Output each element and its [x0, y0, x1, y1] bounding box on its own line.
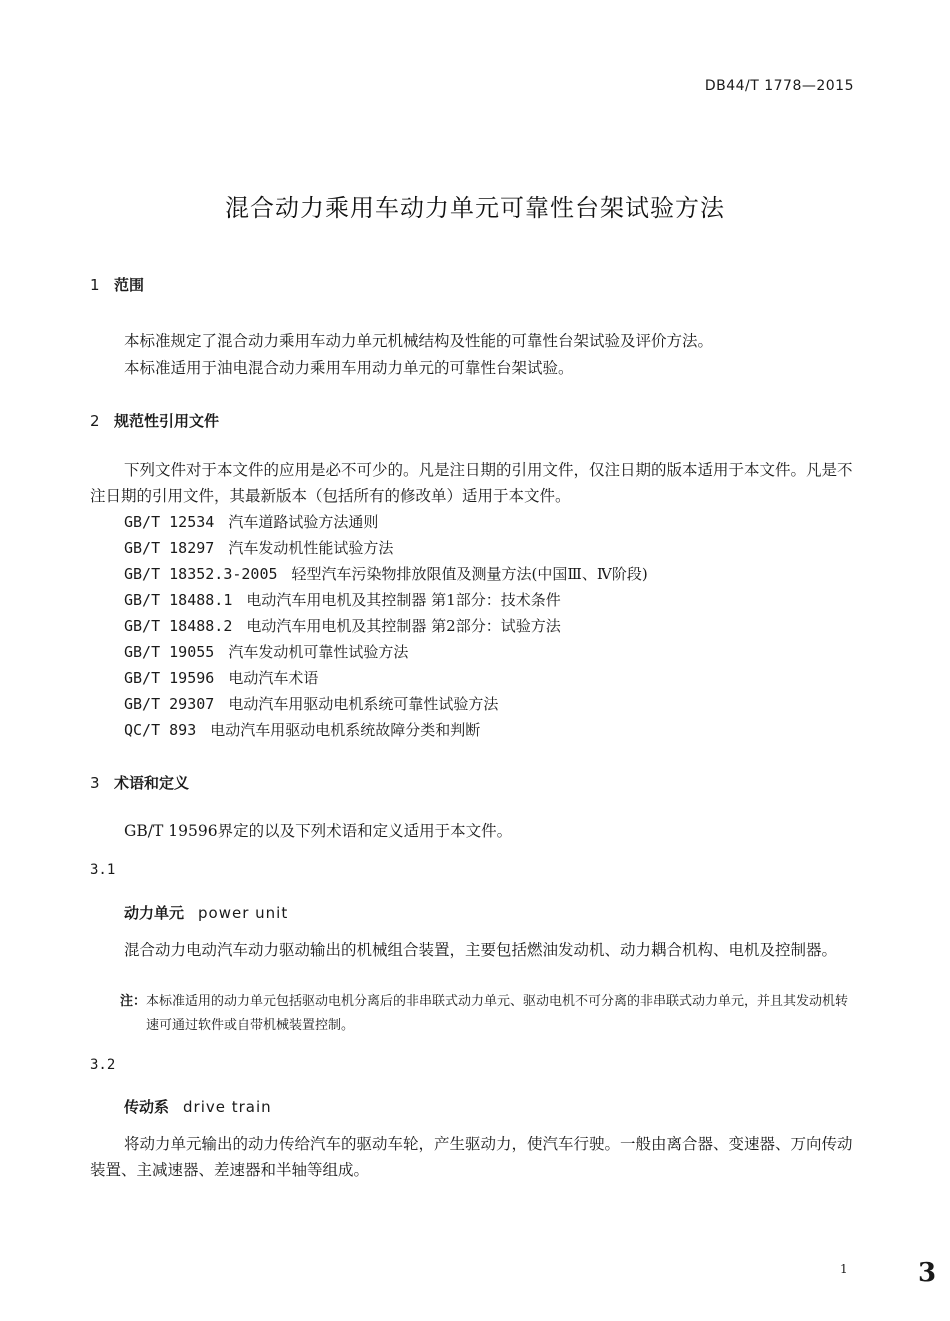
- reference-code: QC/T 893: [124, 721, 197, 739]
- section-3-intro: GB/T 19596界定的以及下列术语和定义适用于本文件。: [124, 822, 513, 840]
- reference-code: GB/T 19596: [124, 669, 215, 687]
- section-1-paragraph: 本标准规定了混合动力乘用车动力单元机械结构及性能的可靠性台架试验及评价方法。: [124, 332, 714, 350]
- reference-code: GB/T 18297: [124, 539, 215, 557]
- term-entry: [124, 902, 288, 923]
- term-note: [120, 990, 858, 1038]
- section-title: 术语和定义: [114, 774, 190, 792]
- reference-item: [124, 693, 498, 714]
- document-code: DB44/T 1778—2015: [704, 78, 854, 94]
- reference-item: [124, 719, 480, 740]
- section-2-heading: [90, 410, 219, 431]
- page-mark: 3: [918, 1258, 937, 1288]
- reference-item: [124, 563, 648, 584]
- reference-item: [124, 511, 378, 532]
- section-title: 规范性引用文件: [114, 412, 220, 430]
- reference-title: 电动汽车用驱动电机系统可靠性试验方法: [228, 695, 499, 713]
- clause-number: 3.1: [90, 862, 116, 878]
- reference-code: GB/T 29307: [124, 695, 215, 713]
- term-definition: 将动力单元输出的动力传给汽车的驱动车轮，产生驱动力，使汽车行驶。一般由离合器、变速器、万向传动装置、主减速器、差速器和半轴等组成。: [90, 1135, 853, 1179]
- term-english: power unit: [198, 904, 289, 922]
- section-1-paragraph: 本标准适用于油电混合动力乘用车用动力单元的可靠性台架试验。: [124, 359, 574, 377]
- reference-code: GB/T 18352.3-2005: [124, 565, 278, 583]
- reference-title: 电动汽车用电机及其控制器 第2部分：试验方法: [246, 617, 561, 635]
- term-english: drive train: [183, 1098, 272, 1116]
- reference-item: [124, 641, 408, 662]
- reference-code: GB/T 12534: [124, 513, 215, 531]
- reference-item: [124, 589, 561, 610]
- reference-title: 汽车发动机可靠性试验方法: [228, 643, 409, 661]
- note-text: 本标准适用的动力单元包括驱动电机分离后的非串联式动力单元、驱动电机不可分离的非串联式动力单元，并且其发动机转速可通过软件或自带机械装置控制。: [146, 994, 849, 1033]
- section-number: 3: [90, 774, 100, 792]
- page-number: 1: [840, 1262, 848, 1276]
- note-label: 注：: [120, 994, 147, 1009]
- term-chinese: 传动系: [124, 1098, 170, 1116]
- term-definition: 混合动力电动汽车动力驱动输出的机械组合装置，主要包括燃油发动机、动力耦合机构、电机及控制器。: [124, 941, 838, 959]
- reference-code: GB/T 19055: [124, 643, 215, 661]
- reference-title: 轻型汽车污染物排放限值及测量方法(中国Ⅲ、Ⅳ阶段): [291, 565, 648, 583]
- document-title: 混合动力乘用车动力单元可靠性台架试验方法: [225, 194, 725, 222]
- reference-title: 汽车发动机性能试验方法: [228, 539, 394, 557]
- reference-title: 电动汽车用驱动电机系统故障分类和判断: [210, 721, 481, 739]
- reference-title: 汽车道路试验方法通则: [228, 513, 379, 531]
- section-3-heading: [90, 772, 189, 793]
- reference-title: 电动汽车术语: [228, 669, 319, 687]
- reference-title: 电动汽车用电机及其控制器 第1部分：技术条件: [246, 591, 561, 609]
- reference-item: [124, 615, 561, 636]
- reference-code: GB/T 18488.2: [124, 617, 233, 635]
- section-number: 1: [90, 276, 100, 294]
- section-title: 范围: [114, 276, 145, 294]
- section-2-intro: 下列文件对于本文件的应用是必不可少的。凡是注日期的引用文件，仅注日期的版本适用于本文件。凡是不注日期的引用文件，其最新版本（包括所有的修改单）适用于本文件。: [90, 461, 853, 505]
- section-1-heading: [90, 274, 144, 295]
- reference-code: GB/T 18488.1: [124, 591, 233, 609]
- reference-item: [124, 537, 393, 558]
- term-chinese: 动力单元: [124, 904, 185, 922]
- section-number: 2: [90, 412, 100, 430]
- reference-item: [124, 667, 318, 688]
- clause-number: 3.2: [90, 1057, 116, 1073]
- term-entry: [124, 1096, 272, 1117]
